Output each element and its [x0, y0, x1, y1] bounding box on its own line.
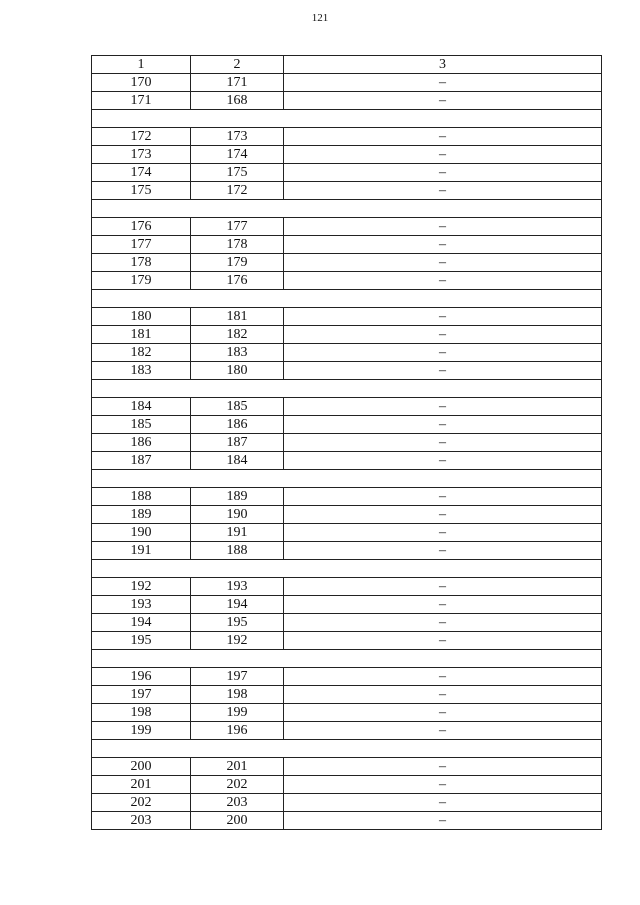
table-row	[92, 434, 602, 452]
empty-separator-cell	[92, 560, 602, 578]
table-cell-col2: 198	[191, 686, 284, 704]
table-cell-col1: 203	[92, 812, 191, 830]
table-cell-col2: 185	[191, 398, 284, 416]
table-cell-col1: 200	[92, 758, 191, 776]
table-cell-col1: 202	[92, 794, 191, 812]
table-cell-col2: 199	[191, 704, 284, 722]
table-row	[92, 704, 602, 722]
table-cell-col2: 178	[191, 236, 284, 254]
table-cell-col1: 195	[92, 632, 191, 650]
table-cell-col2: 188	[191, 542, 284, 560]
empty-separator-cell	[92, 380, 602, 398]
table-cell-col1: 186	[92, 434, 191, 452]
table-cell-col3: –	[284, 92, 602, 110]
table-cell-col2: 168	[191, 92, 284, 110]
table-cell-col1: 190	[92, 524, 191, 542]
table-cell-col1: 192	[92, 578, 191, 596]
group-separator-row	[92, 470, 602, 488]
column-header-3: 3	[284, 56, 602, 74]
table-row	[92, 272, 602, 290]
table-cell-col2: 181	[191, 308, 284, 326]
table-cell-col3: –	[284, 704, 602, 722]
table-cell-col3: –	[284, 182, 602, 200]
table-row	[92, 74, 602, 92]
group-separator-row	[92, 110, 602, 128]
table-cell-col1: 189	[92, 506, 191, 524]
table-cell-col2: 192	[191, 632, 284, 650]
table-row	[92, 344, 602, 362]
table-cell-col1: 191	[92, 542, 191, 560]
column-header-1: 1	[92, 56, 191, 74]
table-cell-col1: 198	[92, 704, 191, 722]
table-cell-col3: –	[284, 776, 602, 794]
table-row	[92, 92, 602, 110]
table-cell-col3: –	[284, 614, 602, 632]
table-cell-col1: 180	[92, 308, 191, 326]
table-cell-col3: –	[284, 272, 602, 290]
table-cell-col3: –	[284, 74, 602, 92]
table-cell-col3: –	[284, 488, 602, 506]
table-cell-col2: 182	[191, 326, 284, 344]
table-cell-col3: –	[284, 452, 602, 470]
table-row	[92, 758, 602, 776]
table-cell-col3: –	[284, 398, 602, 416]
table-cell-col2: 184	[191, 452, 284, 470]
table-cell-col1: 170	[92, 74, 191, 92]
table-cell-col3: –	[284, 542, 602, 560]
table-cell-col3: –	[284, 434, 602, 452]
table-cell-col3: –	[284, 524, 602, 542]
table-cell-col2: 177	[191, 218, 284, 236]
table-cell-col1: 197	[92, 686, 191, 704]
empty-separator-cell	[92, 740, 602, 758]
table-row	[92, 794, 602, 812]
table-row	[92, 218, 602, 236]
table-row	[92, 524, 602, 542]
table-cell-col2: 201	[191, 758, 284, 776]
table-row	[92, 326, 602, 344]
table-cell-col1: 176	[92, 218, 191, 236]
table-cell-col2: 195	[191, 614, 284, 632]
table-cell-col2: 197	[191, 668, 284, 686]
table-row	[92, 506, 602, 524]
table-cell-col2: 203	[191, 794, 284, 812]
empty-separator-cell	[92, 290, 602, 308]
table-cell-col3: –	[284, 362, 602, 380]
table-header-row	[92, 56, 602, 74]
table-row	[92, 776, 602, 794]
table-cell-col3: –	[284, 128, 602, 146]
table-row	[92, 596, 602, 614]
table-cell-col2: 176	[191, 272, 284, 290]
table-cell-col1: 179	[92, 272, 191, 290]
table-cell-col2: 179	[191, 254, 284, 272]
table-cell-col2: 175	[191, 164, 284, 182]
table-row	[92, 488, 602, 506]
page-number: 121	[311, 12, 329, 24]
group-separator-row	[92, 200, 602, 218]
table-cell-col1: 201	[92, 776, 191, 794]
table-row	[92, 686, 602, 704]
table-cell-col2: 173	[191, 128, 284, 146]
table-cell-col2: 174	[191, 146, 284, 164]
table-cell-col3: –	[284, 218, 602, 236]
table-cell-col2: 190	[191, 506, 284, 524]
table-cell-col1: 181	[92, 326, 191, 344]
table-row	[92, 362, 602, 380]
table-row	[92, 668, 602, 686]
table-cell-col1: 171	[92, 92, 191, 110]
empty-separator-cell	[92, 200, 602, 218]
table-cell-col1: 184	[92, 398, 191, 416]
table-cell-col2: 171	[191, 74, 284, 92]
table-row	[92, 578, 602, 596]
table-cell-col1: 173	[92, 146, 191, 164]
group-separator-row	[92, 740, 602, 758]
table-cell-col3: –	[284, 686, 602, 704]
table-cell-col2: 187	[191, 434, 284, 452]
table-row	[92, 254, 602, 272]
table-cell-col2: 202	[191, 776, 284, 794]
table-row	[92, 236, 602, 254]
table-cell-col1: 188	[92, 488, 191, 506]
table-cell-col1: 174	[92, 164, 191, 182]
table-cell-col3: –	[284, 236, 602, 254]
table-row	[92, 812, 602, 830]
group-separator-row	[92, 380, 602, 398]
table-row	[92, 452, 602, 470]
table-cell-col1: 199	[92, 722, 191, 740]
table-cell-col2: 191	[191, 524, 284, 542]
table-cell-col3: –	[284, 308, 602, 326]
table-cell-col1: 182	[92, 344, 191, 362]
empty-separator-cell	[92, 470, 602, 488]
empty-separator-cell	[92, 650, 602, 668]
group-separator-row	[92, 650, 602, 668]
table-cell-col2: 196	[191, 722, 284, 740]
table-cell-col1: 185	[92, 416, 191, 434]
table-cell-col1: 193	[92, 596, 191, 614]
table-cell-col3: –	[284, 722, 602, 740]
table-row	[92, 542, 602, 560]
table-row	[92, 128, 602, 146]
table-cell-col1: 172	[92, 128, 191, 146]
table-cell-col1: 196	[92, 668, 191, 686]
table-row	[92, 614, 602, 632]
table-row	[92, 182, 602, 200]
table-cell-col3: –	[284, 812, 602, 830]
empty-separator-cell	[92, 110, 602, 128]
table-row	[92, 722, 602, 740]
table-cell-col3: –	[284, 578, 602, 596]
table-cell-col3: –	[284, 416, 602, 434]
table-row	[92, 146, 602, 164]
table-cell-col2: 186	[191, 416, 284, 434]
group-separator-row	[92, 290, 602, 308]
table-cell-col1: 194	[92, 614, 191, 632]
table-cell-col2: 183	[191, 344, 284, 362]
table-cell-col3: –	[284, 668, 602, 686]
table-cell-col2: 189	[191, 488, 284, 506]
table-cell-col3: –	[284, 326, 602, 344]
table-cell-col3: –	[284, 344, 602, 362]
table-cell-col3: –	[284, 164, 602, 182]
table-cell-col1: 183	[92, 362, 191, 380]
table-cell-col3: –	[284, 596, 602, 614]
table-cell-col3: –	[284, 794, 602, 812]
table-row	[92, 632, 602, 650]
table-cell-col1: 175	[92, 182, 191, 200]
table-cell-col1: 178	[92, 254, 191, 272]
table-cell-col1: 187	[92, 452, 191, 470]
column-header-2: 2	[191, 56, 284, 74]
table-cell-col3: –	[284, 758, 602, 776]
table-cell-col2: 180	[191, 362, 284, 380]
table-cell-col2: 193	[191, 578, 284, 596]
table-row	[92, 398, 602, 416]
data-table	[91, 55, 602, 830]
table-row	[92, 308, 602, 326]
table-cell-col2: 194	[191, 596, 284, 614]
table-cell-col3: –	[284, 146, 602, 164]
table-row	[92, 164, 602, 182]
table-cell-col2: 200	[191, 812, 284, 830]
table-cell-col3: –	[284, 254, 602, 272]
table-cell-col2: 172	[191, 182, 284, 200]
table-cell-col3: –	[284, 506, 602, 524]
group-separator-row	[92, 560, 602, 578]
table-cell-col1: 177	[92, 236, 191, 254]
table-row	[92, 416, 602, 434]
table-cell-col3: –	[284, 632, 602, 650]
